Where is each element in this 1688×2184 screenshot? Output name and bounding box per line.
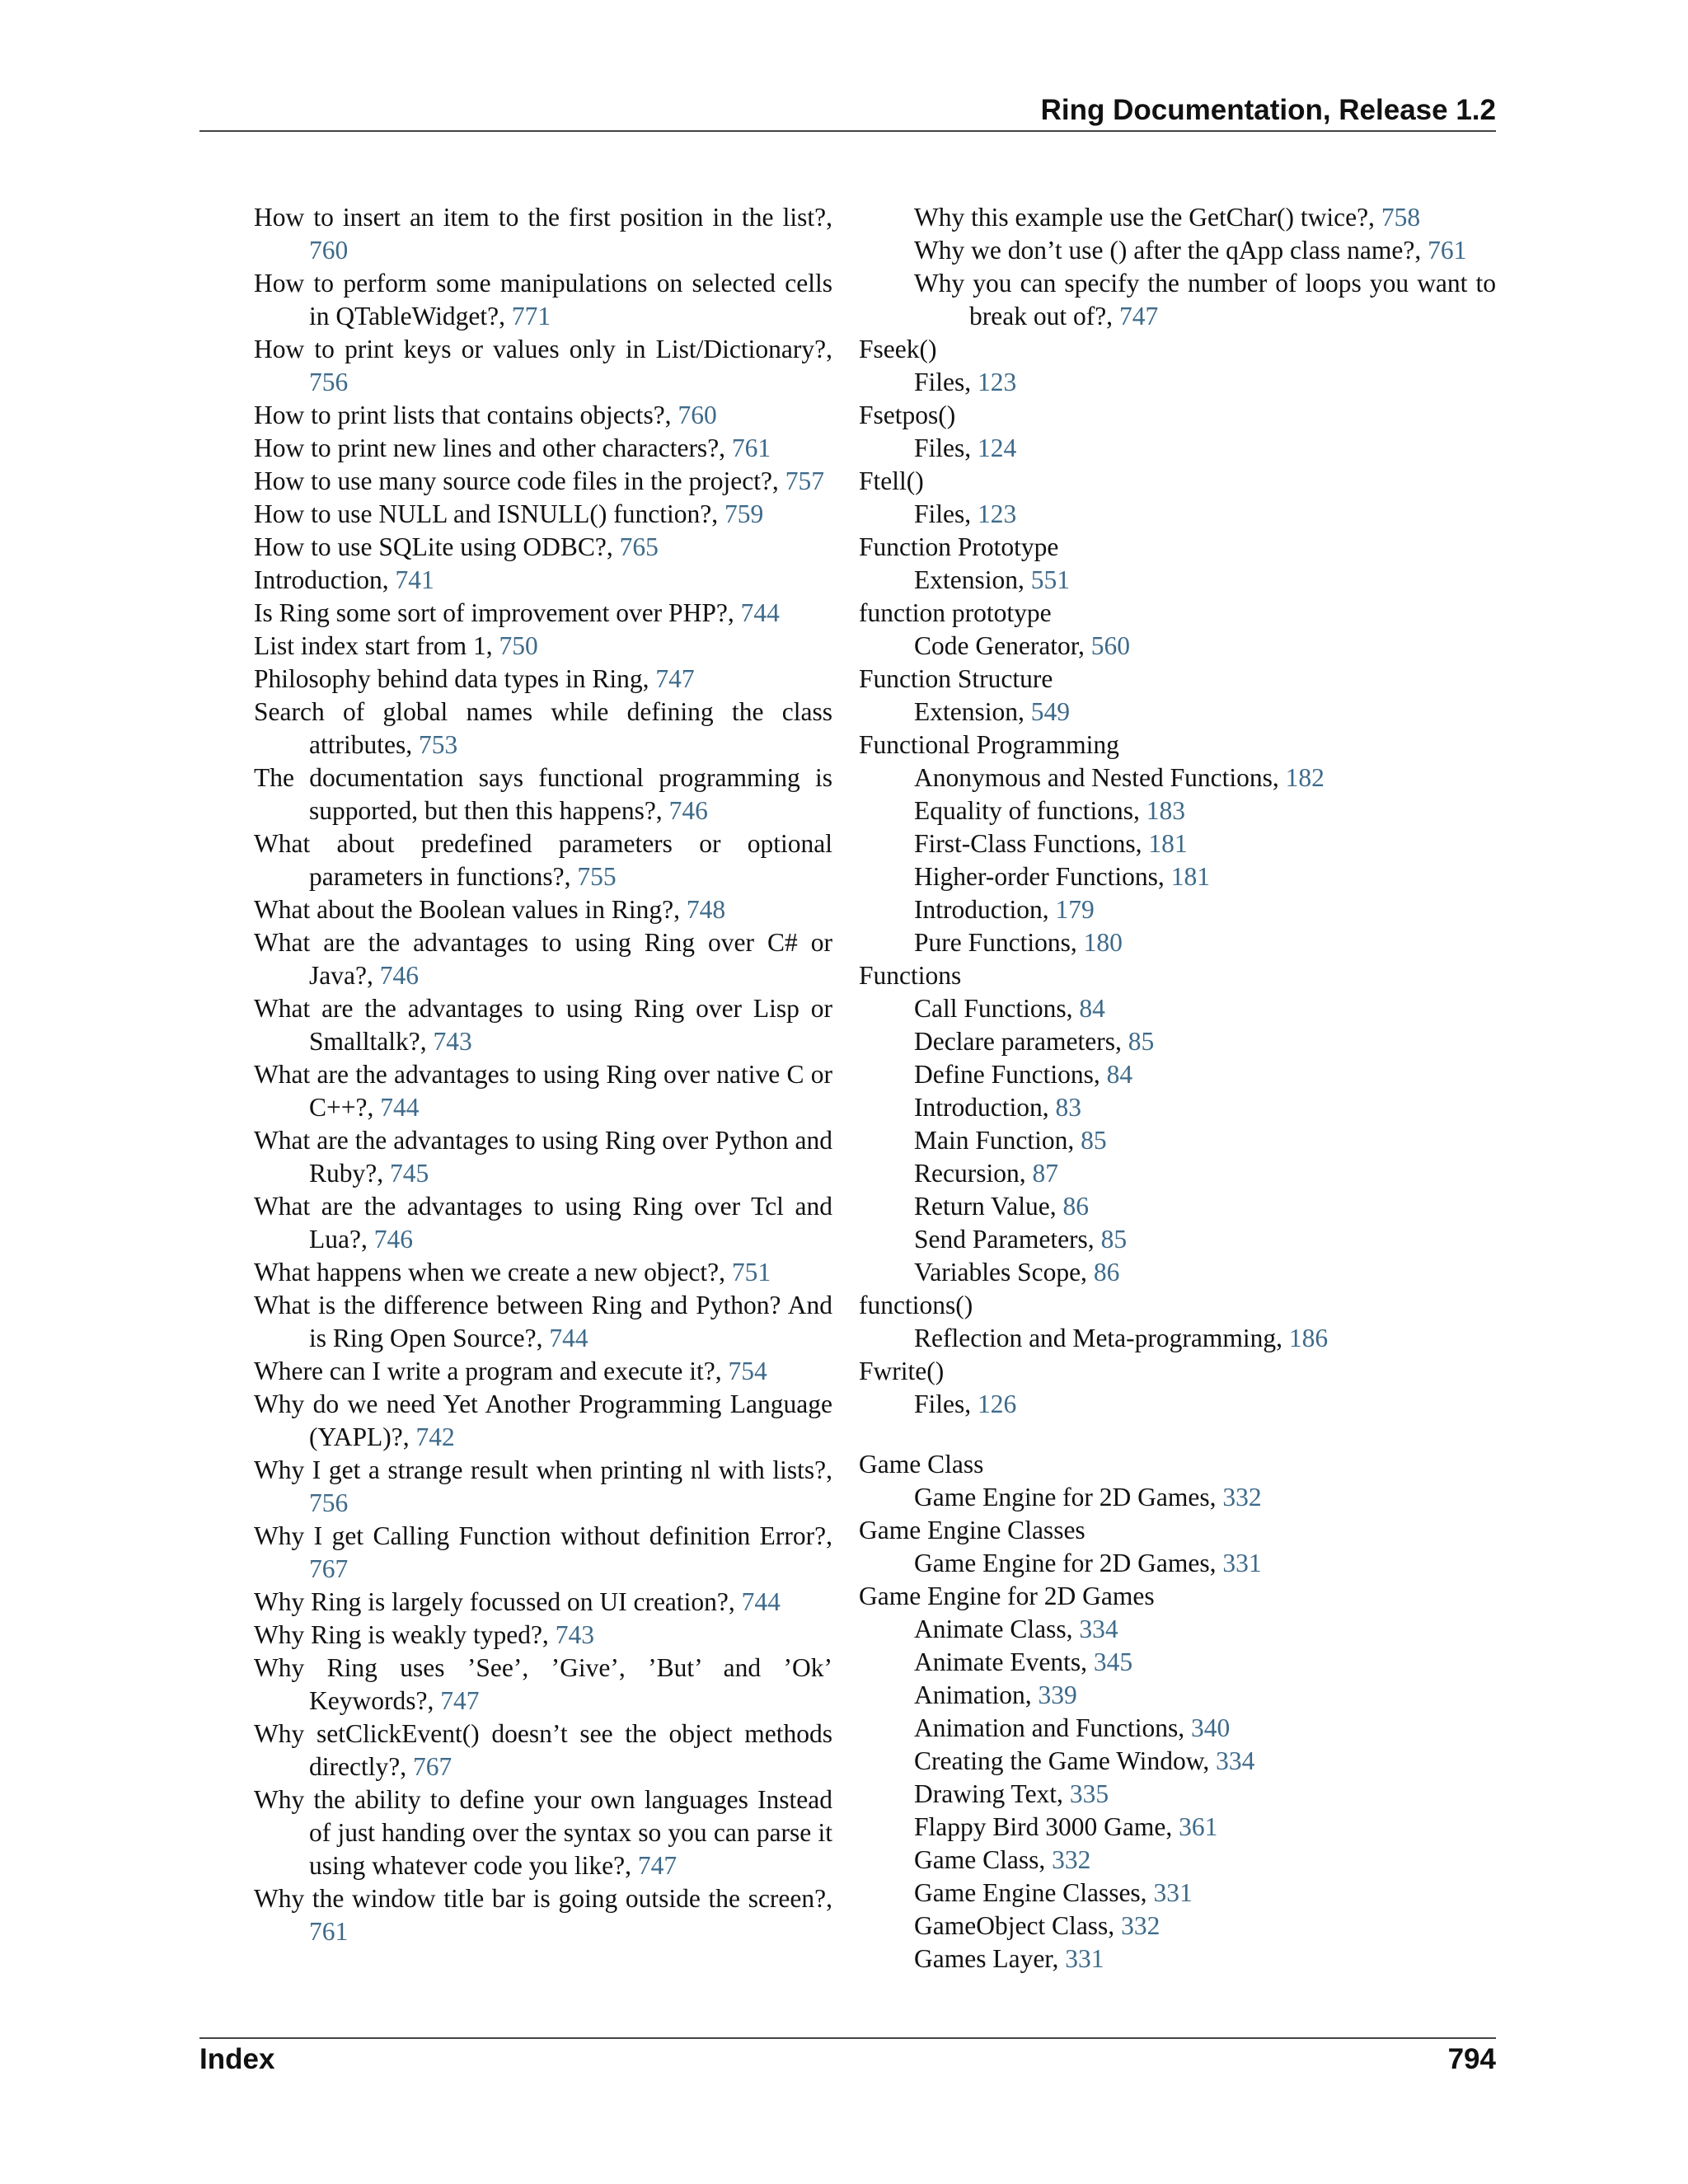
entry-text: Why do we need Yet Another Programming Language (YAPL)?, xyxy=(254,1390,832,1451)
entry-text: First-Class Functions, xyxy=(914,829,1149,858)
page-link[interactable]: 756 xyxy=(309,1488,349,1517)
index-entry xyxy=(859,992,1496,1025)
index-entry xyxy=(859,564,1496,597)
index-entry xyxy=(859,1058,1496,1091)
index-entry xyxy=(859,1223,1496,1256)
entry-text: functions() xyxy=(859,1291,973,1319)
page-link[interactable]: 86 xyxy=(1093,1258,1120,1286)
index-list-right xyxy=(859,201,1496,1975)
index-column-left xyxy=(254,201,832,1948)
page-link[interactable]: 744 xyxy=(740,598,780,627)
entry-text: Game Class, xyxy=(914,1845,1053,1874)
entry-text: Why the ability to define your own languages Instead of just handing over the syntax so you can parse it using whatever code you like?, xyxy=(254,1785,832,1880)
entry-text: Fwrite() xyxy=(859,1357,945,1385)
entry-text: Extension, xyxy=(914,565,1031,594)
entry-text: How to use NULL and ISNULL() function?, xyxy=(254,499,724,528)
index-entry xyxy=(859,366,1496,399)
entry-text: Files, xyxy=(914,368,978,396)
page-link[interactable]: 761 xyxy=(309,1917,349,1946)
page-link[interactable]: 84 xyxy=(1106,1060,1133,1089)
entry-text: Define Functions, xyxy=(914,1060,1107,1089)
index-term xyxy=(859,663,1496,696)
entry-text: Declare parameters, xyxy=(914,1027,1128,1056)
entry-text: Game Class xyxy=(859,1450,984,1479)
entry-text: What happens when we create a new object?, xyxy=(254,1258,732,1286)
entry-text: Call Functions, xyxy=(914,994,1080,1023)
entry-text: Higher-order Functions, xyxy=(914,862,1171,891)
page-link[interactable]: 744 xyxy=(549,1324,588,1352)
index-entry xyxy=(254,1454,832,1520)
entry-text: GameObject Class, xyxy=(914,1911,1122,1940)
entry-text: What about predefined parameters or optional parameters in functions?, xyxy=(254,829,832,891)
entry-text: What are the advantages to using Ring over Tcl and Lua?, xyxy=(254,1192,832,1254)
index-entry xyxy=(254,1289,832,1355)
index-term xyxy=(859,959,1496,992)
page-link[interactable]: 181 xyxy=(1170,862,1210,891)
page-link[interactable]: 340 xyxy=(1190,1713,1231,1742)
page-link[interactable]: 181 xyxy=(1148,829,1188,858)
page-link[interactable]: 744 xyxy=(741,1587,781,1616)
page-link[interactable]: 179 xyxy=(1055,895,1095,924)
page-link[interactable]: 332 xyxy=(1121,1911,1160,1940)
page-link[interactable]: 332 xyxy=(1222,1483,1262,1511)
entry-text: Why you can specify the number of loops you want to break out of?, xyxy=(914,269,1496,330)
entry-text: Why this example use the GetChar() twice?, xyxy=(914,203,1381,232)
entry-text: function prototype xyxy=(859,598,1052,627)
entry-text: Animation and Functions, xyxy=(914,1713,1191,1742)
entry-text: Why I get a strange result when printing nl with lists?, xyxy=(254,1455,832,1484)
entry-text: Main Function, xyxy=(914,1126,1081,1155)
entry-text: What are the advantages to using Ring over C# or Java?, xyxy=(254,928,832,990)
entry-text: Files, xyxy=(914,434,978,462)
entry-text: Fseek() xyxy=(859,335,937,363)
entry-text: Game Engine for 2D Games xyxy=(859,1582,1155,1610)
index-entry xyxy=(859,1877,1496,1910)
index-entry xyxy=(859,762,1496,794)
entry-text: Files, xyxy=(914,1390,978,1418)
index-term xyxy=(859,597,1496,630)
page-link[interactable]: 761 xyxy=(1428,236,1467,265)
page-link[interactable]: 746 xyxy=(668,796,708,825)
index-entry xyxy=(254,1718,832,1783)
index-entry xyxy=(859,1124,1496,1157)
page-link[interactable]: 747 xyxy=(637,1851,678,1880)
entry-text: Equality of functions, xyxy=(914,796,1146,825)
entry-text: What is the difference between Ring and Python? And is Ring Open Source?, xyxy=(254,1291,832,1352)
entry-text: Recursion, xyxy=(914,1159,1033,1188)
index-entry xyxy=(254,399,832,432)
entry-text: Files, xyxy=(914,499,978,528)
entry-text: How to print keys or values only in List/Dictionary?, xyxy=(254,335,832,363)
index-entry xyxy=(254,926,832,992)
entry-text: How to perform some manipulations on selected cells in QTableWidget?, xyxy=(254,269,832,330)
letter-group-gap xyxy=(859,1421,1496,1448)
page-link[interactable]: 85 xyxy=(1100,1225,1128,1254)
page-link[interactable]: 767 xyxy=(309,1554,349,1583)
entry-text: What are the advantages to using Ring over Lisp or Smalltalk?, xyxy=(254,994,832,1056)
page-link[interactable]: 759 xyxy=(724,499,764,528)
index-entry xyxy=(254,1652,832,1718)
index-entry xyxy=(859,1091,1496,1124)
page-link[interactable]: 334 xyxy=(1216,1746,1255,1775)
entry-text: Why Ring is weakly typed?, xyxy=(254,1620,556,1649)
entry-text: Why Ring uses ’See’, ’Give’, ’But’ and ’Ok’ Keywords?, xyxy=(254,1653,832,1715)
page-link[interactable]: 85 xyxy=(1128,1027,1155,1056)
page-link[interactable]: 86 xyxy=(1062,1192,1090,1221)
page-number: 794 xyxy=(1447,2043,1496,2075)
page-link[interactable]: 83 xyxy=(1055,1093,1081,1122)
index-entry xyxy=(859,1547,1496,1580)
index-entry xyxy=(859,1388,1496,1421)
index-entry xyxy=(859,1157,1496,1190)
page-link[interactable]: 331 xyxy=(1222,1549,1262,1577)
entry-text: Introduction, xyxy=(254,565,396,594)
index-entry xyxy=(859,1256,1496,1289)
entry-text: Why setClickEvent() doesn’t see the object methods directly?, xyxy=(254,1719,832,1781)
entry-text: How to print lists that contains objects?, xyxy=(254,401,678,429)
entry-text: Game Engine for 2D Games, xyxy=(914,1483,1223,1511)
index-entry xyxy=(254,1355,832,1388)
index-entry xyxy=(254,827,832,893)
entry-text: Introduction, xyxy=(914,895,1056,924)
page-link[interactable]: 767 xyxy=(412,1752,452,1781)
entry-text: Why the window title bar is going outside the screen?, xyxy=(254,1884,832,1913)
entry-text: Function Structure xyxy=(859,664,1053,693)
index-entry xyxy=(254,1882,832,1948)
entry-text: Is Ring some sort of improvement over PHP?, xyxy=(254,598,741,627)
page-link[interactable]: 186 xyxy=(1288,1324,1329,1352)
index-entry xyxy=(254,1783,832,1882)
entry-text: Game Engine Classes, xyxy=(914,1878,1154,1907)
entry-text: Game Engine for 2D Games, xyxy=(914,1549,1223,1577)
page-link[interactable]: 332 xyxy=(1052,1845,1091,1874)
page-link[interactable]: 87 xyxy=(1032,1159,1058,1188)
page-link[interactable]: 126 xyxy=(978,1390,1017,1418)
index-entry xyxy=(859,1679,1496,1712)
index-entry xyxy=(254,597,832,630)
running-header xyxy=(199,92,1496,129)
index-entry xyxy=(254,465,832,498)
page-link[interactable]: 549 xyxy=(1030,697,1070,726)
entry-text: Fsetpos() xyxy=(859,401,956,429)
entry-text: Where can I write a program and execute it?, xyxy=(254,1357,729,1385)
index-entry xyxy=(254,432,832,465)
index-entry xyxy=(254,1124,832,1190)
entry-text: Flappy Bird 3000 Game, xyxy=(914,1812,1179,1841)
entry-text: Why Ring is largely focussed on UI creation?, xyxy=(254,1587,742,1616)
index-entry xyxy=(859,926,1496,959)
page-link[interactable]: 560 xyxy=(1090,631,1131,660)
entry-text: Anonymous and Nested Functions, xyxy=(914,763,1286,792)
page-link[interactable]: 361 xyxy=(1179,1812,1218,1841)
index-entry xyxy=(254,1586,832,1619)
page-link[interactable]: 746 xyxy=(373,1225,413,1254)
index-entry xyxy=(254,1388,832,1454)
index-entry xyxy=(254,1190,832,1256)
index-entry xyxy=(254,696,832,762)
page-link[interactable]: 765 xyxy=(619,532,659,561)
index-entry xyxy=(859,498,1496,531)
page-link[interactable]: 551 xyxy=(1030,565,1070,594)
entry-text: Why we don’t use () after the qApp class name?, xyxy=(914,236,1428,265)
entry-text: Animation, xyxy=(914,1680,1039,1709)
index-entry xyxy=(859,1025,1496,1058)
index-entry xyxy=(254,1520,832,1586)
index-entry xyxy=(859,234,1496,267)
entry-text: Functional Programming xyxy=(859,730,1119,759)
page-link[interactable]: 335 xyxy=(1069,1779,1109,1808)
page-link[interactable]: 123 xyxy=(978,499,1017,528)
index-entry xyxy=(859,1910,1496,1943)
index-entry xyxy=(859,201,1496,234)
index-term xyxy=(859,465,1496,498)
page-link[interactable]: 761 xyxy=(731,434,771,462)
page-link[interactable]: 331 xyxy=(1065,1944,1104,1973)
page-link[interactable]: 743 xyxy=(433,1027,472,1056)
page-link[interactable]: 85 xyxy=(1081,1126,1107,1155)
index-entry xyxy=(859,893,1496,926)
page-link[interactable]: 748 xyxy=(686,895,726,924)
page-link[interactable]: 331 xyxy=(1153,1878,1193,1907)
index-entry xyxy=(859,696,1496,729)
index-entry xyxy=(859,1481,1496,1514)
page-link[interactable]: 124 xyxy=(978,434,1017,462)
footer-rule xyxy=(199,2037,1496,2039)
index-entry xyxy=(254,1256,832,1289)
entry-text: Extension, xyxy=(914,697,1031,726)
page-link[interactable]: 745 xyxy=(390,1159,429,1188)
page-link[interactable]: 756 xyxy=(309,368,349,396)
page-link[interactable]: 753 xyxy=(418,730,458,759)
page-link[interactable]: 744 xyxy=(380,1093,420,1122)
index-term xyxy=(859,1448,1496,1481)
index-entry xyxy=(254,630,832,663)
entry-text: Introduction, xyxy=(914,1093,1056,1122)
entry-text: Return Value, xyxy=(914,1192,1063,1221)
entry-text: Philosophy behind data types in Ring, xyxy=(254,664,656,693)
entry-text: Game Engine Classes xyxy=(859,1516,1085,1544)
page-link[interactable]: 746 xyxy=(379,961,419,990)
entry-text: Drawing Text, xyxy=(914,1779,1070,1808)
page-link[interactable]: 755 xyxy=(577,862,617,891)
entry-text: How to use SQLite using ODBC?, xyxy=(254,532,620,561)
page-link[interactable]: 758 xyxy=(1381,203,1421,232)
entry-text: List index start from 1, xyxy=(254,631,499,660)
page-link[interactable]: 760 xyxy=(309,236,349,265)
index-entry xyxy=(254,992,832,1058)
index-entry xyxy=(254,564,832,597)
index-column-right xyxy=(859,201,1496,1975)
index-entry xyxy=(859,1778,1496,1811)
page-link[interactable]: 345 xyxy=(1093,1647,1133,1676)
entry-text: Code Generator, xyxy=(914,631,1091,660)
index-term xyxy=(859,1355,1496,1388)
index-entry xyxy=(859,794,1496,827)
index-entry xyxy=(859,1646,1496,1679)
page-link[interactable]: 334 xyxy=(1079,1615,1118,1643)
page-link[interactable]: 84 xyxy=(1079,994,1105,1023)
index-entry xyxy=(859,1844,1496,1877)
entry-text: Reflection and Meta-programming, xyxy=(914,1324,1289,1352)
index-entry xyxy=(859,432,1496,465)
index-entry xyxy=(859,860,1496,893)
index-entry xyxy=(254,663,832,696)
index-entry xyxy=(859,630,1496,663)
page-link[interactable]: 750 xyxy=(499,631,538,660)
entry-text: What about the Boolean values in Ring?, xyxy=(254,895,687,924)
page-link[interactable]: 742 xyxy=(415,1422,455,1451)
entry-text: What are the advantages to using Ring over Python and Ruby?, xyxy=(254,1126,832,1188)
index-entry xyxy=(859,1745,1496,1778)
index-entry xyxy=(859,1811,1496,1844)
index-term xyxy=(859,399,1496,432)
page-link[interactable]: 180 xyxy=(1083,928,1123,957)
index-entry xyxy=(859,1712,1496,1745)
page-link[interactable]: 741 xyxy=(395,565,434,594)
entry-text: Variables Scope, xyxy=(914,1258,1094,1286)
index-entry xyxy=(254,762,832,827)
page-link[interactable]: 747 xyxy=(440,1686,480,1715)
page-link[interactable]: 771 xyxy=(511,302,551,330)
index-entry xyxy=(254,333,832,399)
page-link[interactable]: 754 xyxy=(728,1357,767,1385)
entry-text: Ftell() xyxy=(859,466,924,495)
running-footer xyxy=(199,2041,1496,2078)
footer-section: Index xyxy=(199,2043,275,2075)
index-term xyxy=(859,729,1496,762)
index-term xyxy=(859,531,1496,564)
header-rule xyxy=(199,130,1496,132)
entry-text: Creating the Game Window, xyxy=(914,1746,1217,1775)
entry-text: How to insert an item to the first position in the list?, xyxy=(254,203,832,232)
page-link[interactable]: 123 xyxy=(978,368,1017,396)
index-entry xyxy=(254,1619,832,1652)
page-link[interactable]: 747 xyxy=(1118,302,1159,330)
index-entry xyxy=(859,267,1496,333)
index-term xyxy=(859,1514,1496,1547)
index-entry xyxy=(859,1190,1496,1223)
index-entry xyxy=(254,267,832,333)
page-link[interactable]: 182 xyxy=(1285,763,1325,792)
index-entry xyxy=(859,1943,1496,1975)
entry-text: How to print new lines and other characters?, xyxy=(254,434,732,462)
index-term xyxy=(859,333,1496,366)
entry-text: Animate Events, xyxy=(914,1647,1094,1676)
page-link[interactable]: 743 xyxy=(555,1620,594,1649)
entry-text: Functions xyxy=(859,961,962,990)
entry-text: Function Prototype xyxy=(859,532,1059,561)
page-link[interactable]: 751 xyxy=(731,1258,771,1286)
index-term xyxy=(859,1289,1496,1322)
page-link[interactable]: 339 xyxy=(1038,1680,1077,1709)
index-list-left xyxy=(254,201,832,1948)
page-link[interactable]: 183 xyxy=(1146,796,1185,825)
index-entry xyxy=(859,1322,1496,1355)
entry-text: How to use many source code files in the project?, xyxy=(254,466,785,495)
index-entry xyxy=(254,201,832,267)
entry-text: Animate Class, xyxy=(914,1615,1080,1643)
entry-text: What are the advantages to using Ring over native C or C++?, xyxy=(254,1060,832,1122)
index-term xyxy=(859,1580,1496,1613)
index-entry xyxy=(254,531,832,564)
entry-text: Why I get Calling Function without definition Error?, xyxy=(254,1521,832,1550)
entry-text: The documentation says functional programming is supported, but then this happens?, xyxy=(254,763,832,825)
entry-text: Send Parameters, xyxy=(914,1225,1101,1254)
index-entry xyxy=(254,893,832,926)
index-entry xyxy=(859,1613,1496,1646)
page-link[interactable]: 757 xyxy=(785,466,824,495)
index-entry xyxy=(254,1058,832,1124)
page-link[interactable]: 747 xyxy=(655,664,695,693)
page-link[interactable]: 760 xyxy=(678,401,717,429)
document-title: Ring Documentation, Release 1.2 xyxy=(1040,94,1496,126)
entry-text: Pure Functions, xyxy=(914,928,1084,957)
entry-text: Games Layer, xyxy=(914,1944,1066,1973)
entry-text: Search of global names while defining the class attributes, xyxy=(254,697,832,759)
index-entry xyxy=(859,827,1496,860)
index-entry xyxy=(254,498,832,531)
